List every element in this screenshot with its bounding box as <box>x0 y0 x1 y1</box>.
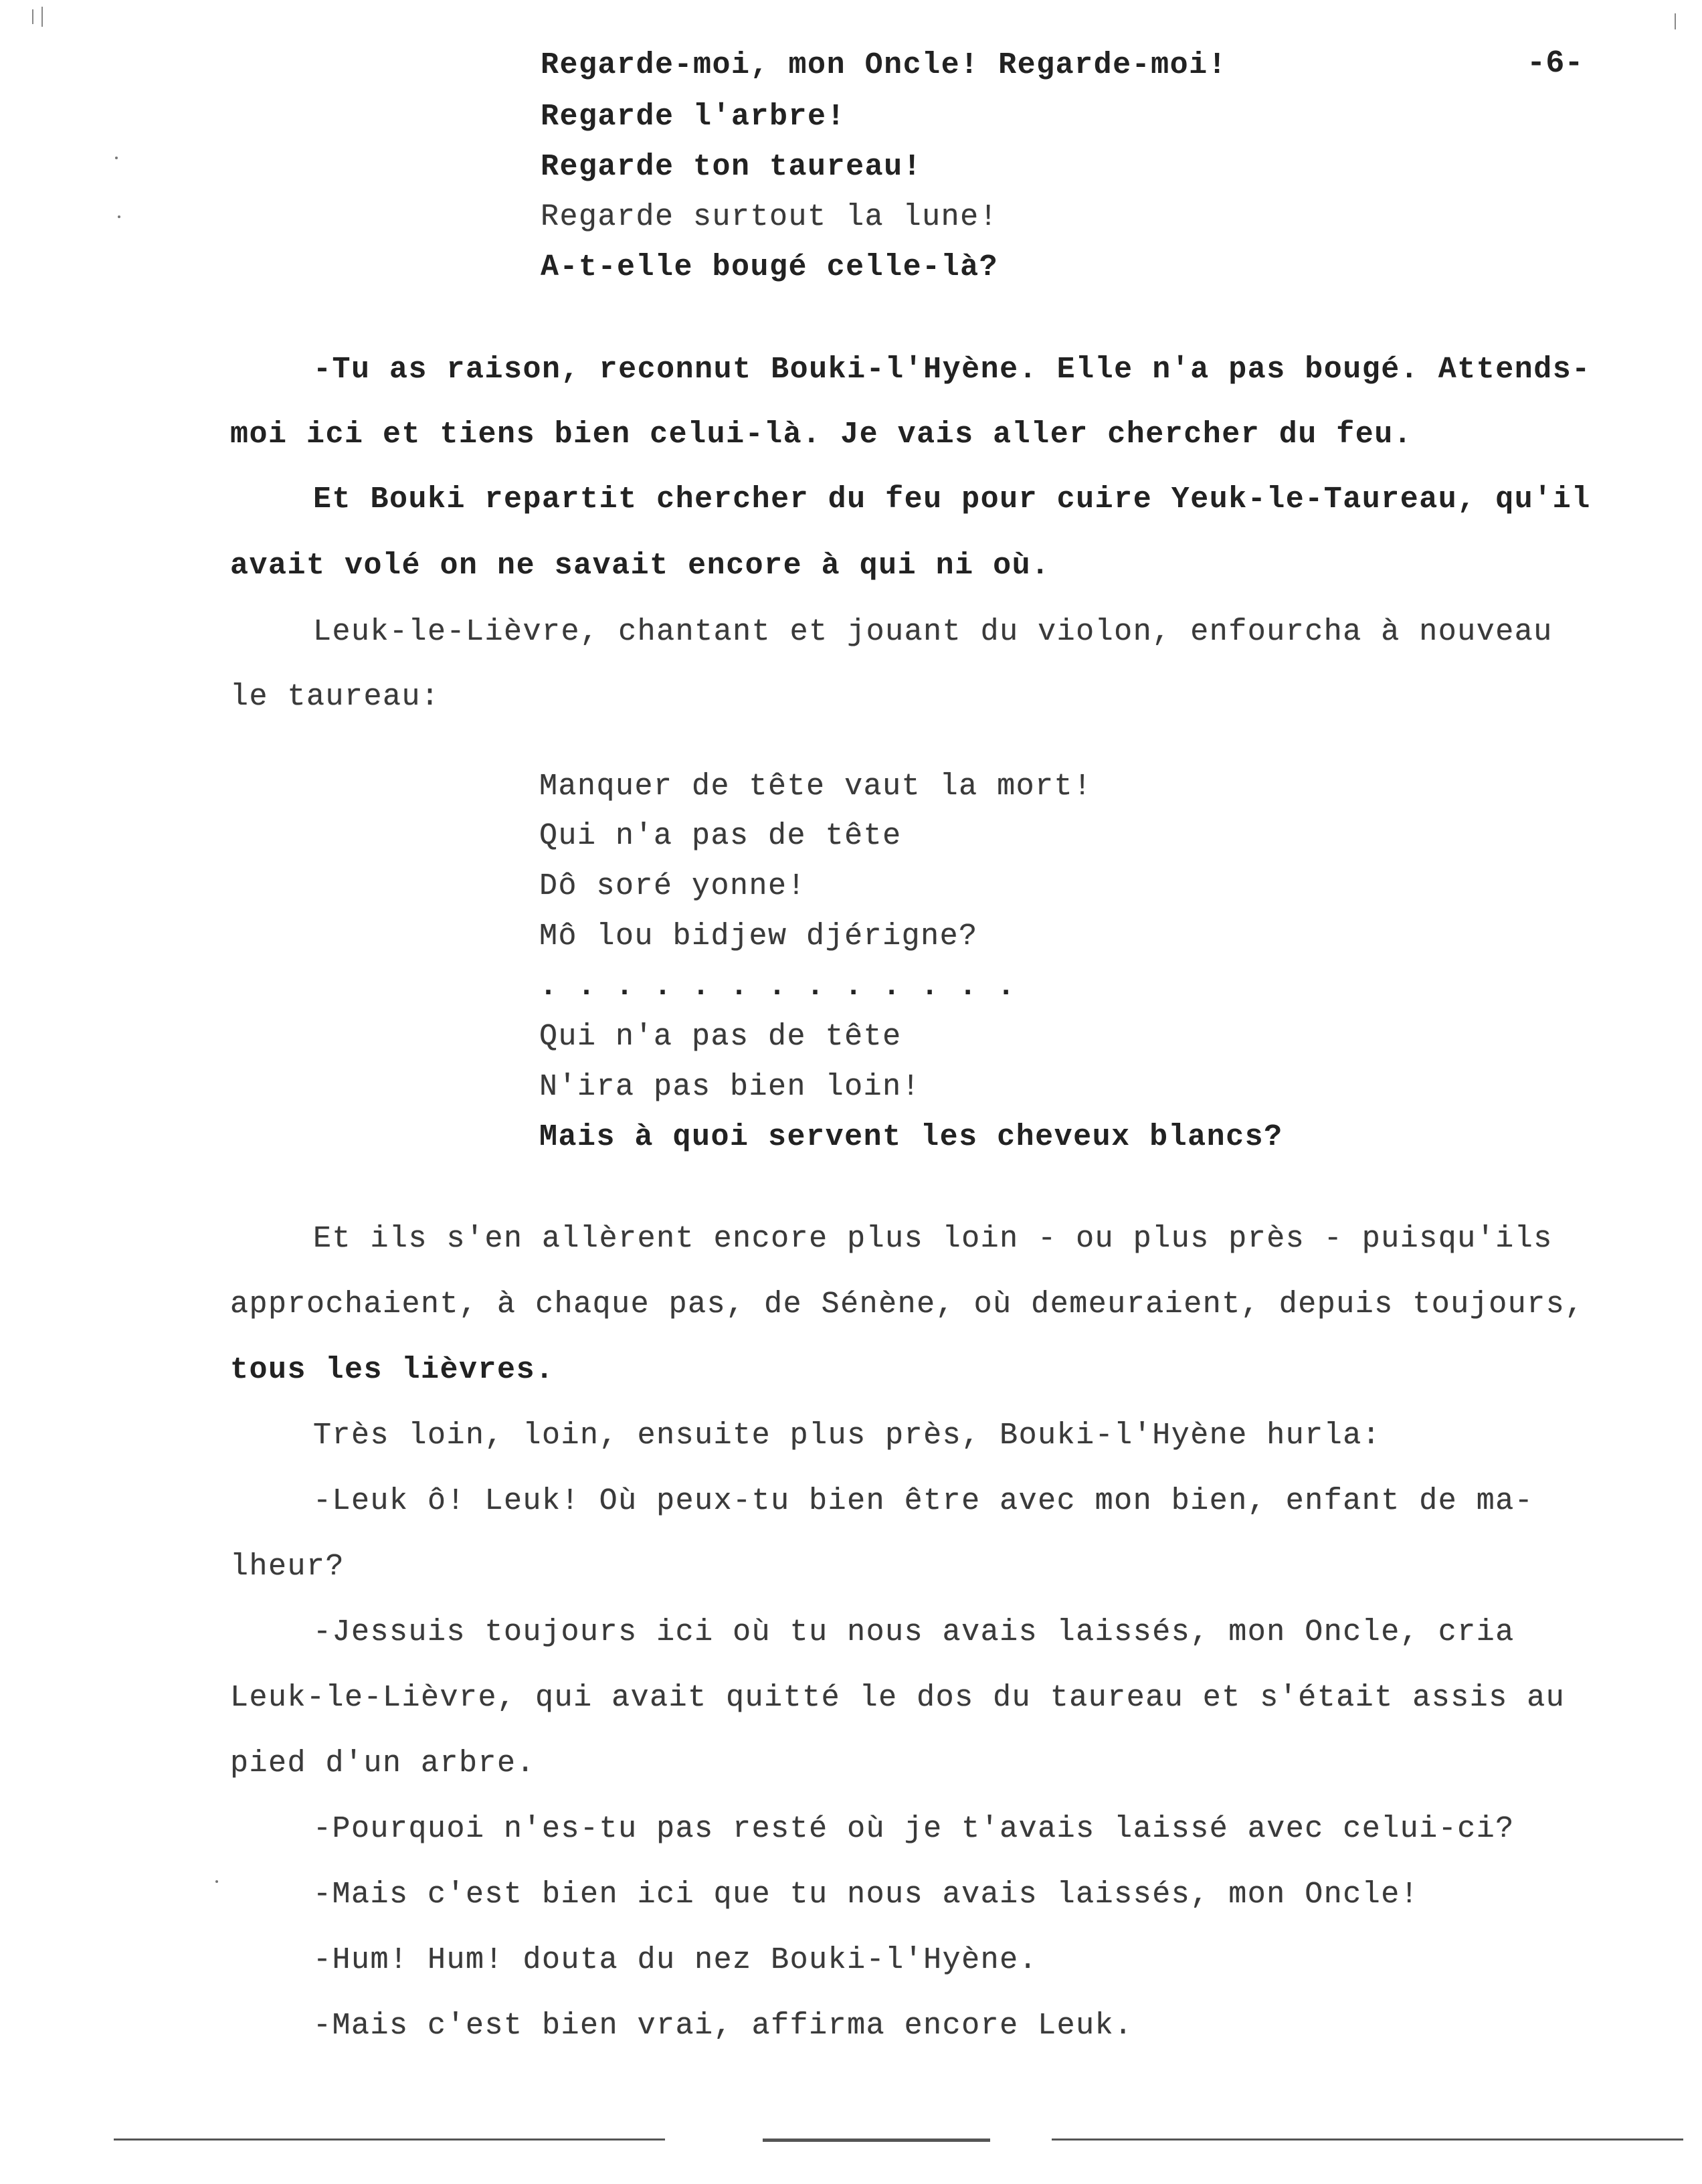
poem-line: Regarde ton taureau! <box>541 150 923 184</box>
poem-line: N'ira pas bien loin! <box>539 1070 921 1104</box>
paragraph-line: Et Bouki repartit chercher du feu pour cuire Yeuk-le-Taureau, qu'il <box>313 482 1591 517</box>
paragraph-line: lheur? <box>230 1550 345 1584</box>
paragraph-line: tous les lièvres. <box>230 1353 555 1387</box>
scan-mark-top-left <box>32 9 33 24</box>
dialogue-line: -Mais c'est bien ici que tu nous avais laissés, mon Oncle! <box>313 1878 1420 1912</box>
page-number: -6- <box>1527 46 1584 82</box>
scan-speck <box>118 215 120 218</box>
poem-line: Dô soré yonne! <box>539 869 807 903</box>
paragraph-line: -Leuk ô! Leuk! Où peux-tu bien être avec mon bien, enfant de ma- <box>313 1484 1534 1518</box>
paragraph-line: pied d'un arbre. <box>230 1746 536 1781</box>
paragraph-line: moi ici et tiens bien celui-là. Je vais aller chercher du feu. <box>230 418 1413 452</box>
dialogue-line: -Pourquoi n'es-tu pas resté où je t'avais laissé avec celui-ci? <box>313 1812 1515 1846</box>
paragraph-line: Leuk-le-Lièvre, qui avait quitté le dos du taureau et s'était assis au <box>230 1681 1566 1715</box>
scan-mark-top-left-2 <box>41 7 43 27</box>
scan-speck <box>215 1880 218 1883</box>
poem-line: Qui n'a pas de tête <box>539 1020 902 1054</box>
paragraph-line: avait volé on ne savait encore à qui ni où. <box>230 549 1050 583</box>
poem-line: A-t-elle bougé celle-là? <box>541 250 999 284</box>
paragraph-line: Très loin, loin, ensuite plus près, Bouki-l'Hyène hurla: <box>313 1419 1382 1453</box>
scan-mark-top-right <box>1675 13 1676 29</box>
scan-speck <box>115 157 118 159</box>
paragraph-line: Et ils s'en allèrent encore plus loin - ou plus près - puisqu'ils <box>313 1222 1553 1256</box>
poem-ellipsis: . . . . . . . . . . . . . <box>539 970 1016 1004</box>
paragraph-line: approchaient, à chaque pas, de Sénène, où demeuraient, depuis toujours, <box>230 1287 1584 1322</box>
poem-line: Regarde surtout la lune! <box>541 200 999 234</box>
paragraph-line: Leuk-le-Lièvre, chantant et jouant du violon, enfourcha à nouveau <box>313 615 1553 649</box>
poem-line: Regarde-moi, mon Oncle! Regarde-moi! <box>541 48 1228 82</box>
bottom-rule-left <box>114 2138 665 2141</box>
poem-line: Regarde l'arbre! <box>541 100 846 134</box>
paragraph-line: -Tu as raison, reconnut Bouki-l'Hyène. Elle n'a pas bougé. Attends- <box>313 353 1591 387</box>
dialogue-line: -Mais c'est bien vrai, affirma encore Leuk. <box>313 2009 1133 2043</box>
poem-line: Mais à quoi servent les cheveux blancs? <box>539 1120 1283 1154</box>
poem-line: Manquer de tête vaut la mort! <box>539 769 1093 804</box>
bottom-rule-right <box>1052 2138 1683 2141</box>
bottom-rule-middle <box>763 2138 990 2142</box>
dialogue-line: -Hum! Hum! douta du nez Bouki-l'Hyène. <box>313 1943 1038 1977</box>
poem-line: Qui n'a pas de tête <box>539 819 902 853</box>
poem-line: Mô lou bidjew djérigne? <box>539 919 978 953</box>
paragraph-line: le taureau: <box>230 680 440 714</box>
paragraph-line: -Jessuis toujours ici où tu nous avais laissés, mon Oncle, cria <box>313 1615 1515 1649</box>
